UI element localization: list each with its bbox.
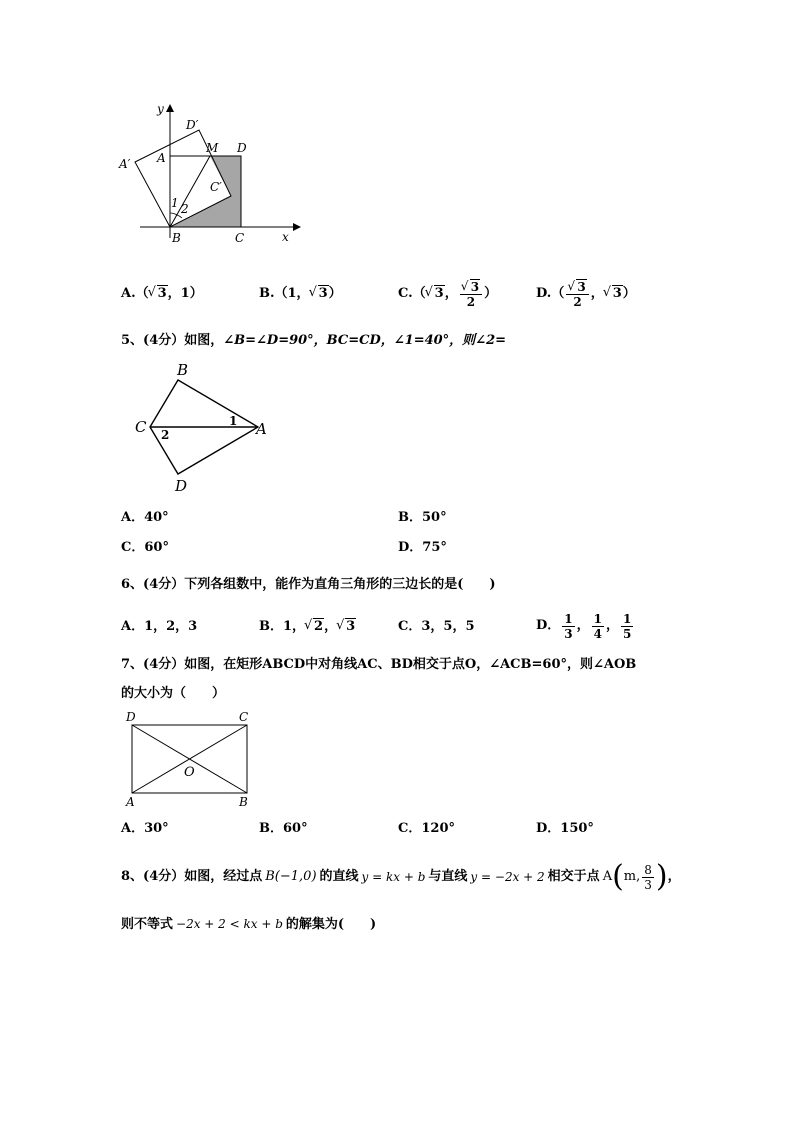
q7-option-c[interactable]: C．120° <box>398 821 455 836</box>
label-one: 1 <box>229 414 238 428</box>
numerator: 1 <box>564 611 573 626</box>
sep: ， <box>576 618 590 633</box>
q6-d-label: D． <box>536 618 561 633</box>
q8-prefix: 8、(4分）如图，经过点 <box>121 869 263 884</box>
sqrt <box>305 619 324 635</box>
q5-option-d[interactable]: D．75° <box>398 540 447 555</box>
label-b: B <box>177 361 189 379</box>
q4-option-b[interactable] <box>259 286 342 302</box>
q8-q-prefix: 则不等式 <box>121 917 174 932</box>
q4-d-end: ） <box>622 286 636 301</box>
q8-m: m, <box>623 869 641 884</box>
q4-option-a[interactable] <box>121 286 203 302</box>
fraction <box>642 863 654 892</box>
radicand: 3 <box>318 286 328 301</box>
denominator: 3 <box>644 877 652 892</box>
q8-point-a: A <box>602 869 613 884</box>
label-c-prime: C′ <box>210 180 222 194</box>
numerator: 1 <box>623 611 632 626</box>
q5-option-c[interactable]: C．60° <box>121 540 169 555</box>
q5-option-a[interactable]: A．40° <box>121 510 169 525</box>
q8-q-suffix: 的解集为( ) <box>285 917 377 932</box>
label-y: y <box>157 102 164 116</box>
numerator: 8 <box>644 862 652 877</box>
label-c: C <box>135 418 147 436</box>
q5-stem <box>121 333 506 349</box>
label-c: C <box>239 710 249 724</box>
fraction <box>562 612 574 641</box>
q4-c-sep: ， <box>444 286 458 301</box>
denominator: 2 <box>466 294 476 309</box>
q5-option-b[interactable]: B．50° <box>398 510 447 525</box>
denominator: 4 <box>593 626 603 641</box>
q8-point-b: B(−1,0) <box>265 869 317 884</box>
q6-option-b[interactable] <box>259 619 356 635</box>
q8-mid1: 的直线 <box>319 869 359 884</box>
q8-line1-eq: y = kx + b <box>361 870 426 884</box>
fraction <box>460 280 482 309</box>
q4-figure <box>115 98 305 248</box>
q8-mid3: 相交于点 <box>547 869 600 884</box>
label-a-prime: A′ <box>119 157 131 171</box>
q8-stem-line1 <box>121 857 681 897</box>
radicand: 3 <box>612 286 622 301</box>
q7-option-a[interactable]: A．30° <box>121 821 169 836</box>
fraction <box>566 280 588 309</box>
q4-a-sep: ，1） <box>167 286 203 301</box>
q8-line2-eq: y = −2x + 2 <box>470 870 545 884</box>
radicand: 3 <box>470 279 480 294</box>
label-b: B <box>239 795 248 809</box>
q6-b-label: B．1， <box>259 619 306 634</box>
label-a: A <box>256 420 267 438</box>
label-one: 1 <box>171 196 179 210</box>
paren-open: ( <box>612 859 624 894</box>
sqrt <box>337 619 356 635</box>
q8-inequality: −2x + 2 < kx + b <box>176 917 283 931</box>
q4-c-end: ） <box>484 286 498 301</box>
label-d: D <box>175 477 188 495</box>
label-o: O <box>184 765 195 780</box>
label-two: 2 <box>161 428 170 442</box>
q4-option-c[interactable] <box>398 276 497 312</box>
label-c: C <box>235 231 245 245</box>
q7-figure <box>123 708 258 810</box>
q5-condition: ∠B=∠D=90°，BC=CD，∠1=40°，则∠2= <box>223 333 507 348</box>
q4-d-sep: ， <box>590 286 604 301</box>
label-two: 2 <box>181 202 189 216</box>
q7-option-d[interactable]: D．150° <box>536 821 594 836</box>
q4-b-end: ） <box>328 286 342 301</box>
radicand: 3 <box>157 286 167 301</box>
sqrt <box>426 286 445 302</box>
q4-c-label: C.（ <box>398 286 426 301</box>
q8-tail: ， <box>667 869 681 884</box>
label-b: B <box>172 231 181 245</box>
denominator: 3 <box>564 626 573 641</box>
q4-d-label: D.（ <box>536 286 565 301</box>
q6-stem: 6、(4分）下列各组数中，能作为直角三角形的三边长的是( ) <box>121 577 496 592</box>
fraction <box>592 612 604 641</box>
label-d: D <box>237 141 247 155</box>
q5-figure <box>130 358 280 496</box>
radicand: 2 <box>314 619 324 634</box>
q4-a-label: A.（ <box>121 286 149 301</box>
fraction <box>621 612 633 641</box>
q5-prefix: 5、(4分）如图， <box>121 333 224 348</box>
label-d: D <box>126 710 136 724</box>
q4-b-label: B.（1， <box>259 286 310 301</box>
denominator: 5 <box>623 626 632 641</box>
sqrt <box>149 286 168 302</box>
q6-option-d[interactable] <box>536 607 635 645</box>
label-a: A <box>126 795 135 809</box>
shaded-region <box>170 156 241 227</box>
label-a: A <box>157 151 166 165</box>
denominator: 2 <box>573 294 582 309</box>
angle-arc-1 <box>170 213 177 215</box>
q7-stem-line2: 的大小为（ ） <box>121 686 226 701</box>
q6-option-c[interactable]: C．3，5，5 <box>398 619 475 634</box>
radicand: 3 <box>577 279 586 294</box>
label-d-prime: D′ <box>186 118 199 132</box>
radicand: 3 <box>434 286 444 301</box>
label-m: M <box>206 141 219 155</box>
numerator: 1 <box>593 611 603 626</box>
label-x: x <box>282 230 289 244</box>
q6-option-a[interactable]: A．1，2，3 <box>121 619 198 634</box>
sqrt <box>604 286 623 302</box>
q7-option-b[interactable]: B．60° <box>259 821 308 836</box>
q8-stem-line2 <box>121 916 376 933</box>
paren-close: ) <box>655 859 668 894</box>
q6-b-sep: ， <box>324 619 338 634</box>
x-axis-arrow <box>293 223 301 231</box>
sep: ， <box>606 618 620 633</box>
sqrt <box>310 286 329 302</box>
q8-mid2: 与直线 <box>428 869 468 884</box>
radicand: 3 <box>346 619 356 634</box>
q4-option-d[interactable] <box>536 276 636 312</box>
y-axis-arrow <box>166 104 174 112</box>
q7-stem-line1: 7、(4分）如图，在矩形ABCD中对角线AC、BD相交于点O，∠ACB=60°，则∠AOB <box>121 657 637 672</box>
